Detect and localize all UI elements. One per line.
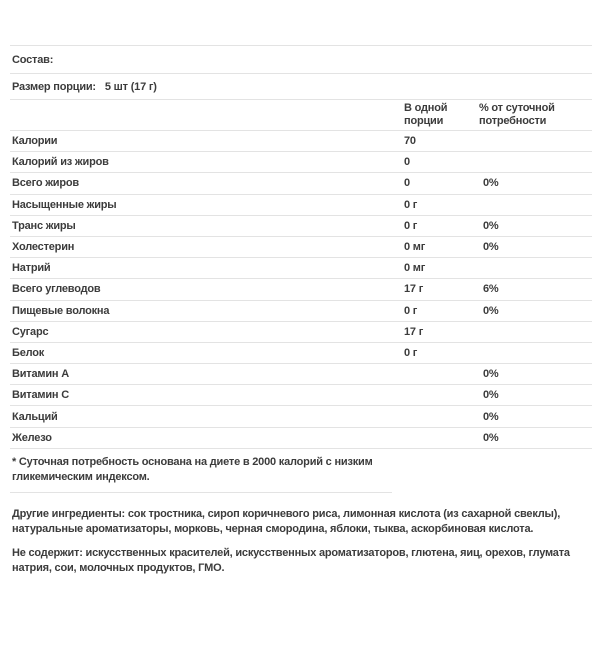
nutrient-amount: 17 г [404,283,424,296]
nutrient-daily-value: 0% [483,389,499,402]
nutrient-daily-value: 0% [483,177,499,190]
nutrient-name: Кальций [12,410,58,423]
table-row [10,343,592,364]
serving-size-value: 5 шт (17 г) [104,80,157,93]
nutrient-name: Калории [12,135,58,148]
table-row [10,279,592,300]
table-body [10,131,592,449]
table-row [10,173,592,194]
composition-label: Состав: [12,53,54,66]
nutrient-daily-value: 0% [483,304,499,317]
nutrient-amount: 0 г [404,198,418,211]
nutrient-name: Холестерин [12,241,75,254]
composition-row [10,46,592,74]
amount-column-header: В одной порции [404,102,448,127]
does-not-contain-text: Не содержит: искусственных красителей, искусственных ароматизаторов, глютена, яиц, орехов, глумата натрия, сои, молочных продуктов, ГМО. [12,546,570,574]
nutrient-amount: 17 г [404,325,424,338]
nutrient-name: Белок [12,346,45,359]
table-row [10,195,592,216]
nutrient-name: Насыщенные жиры [12,198,117,211]
nutrient-amount: 0 [404,156,410,169]
nutrient-amount: 0 г [404,346,418,359]
table-row [10,216,592,237]
nutrient-amount: 0 мг [404,241,426,254]
nutrient-name: Калорий из жиров [12,156,109,169]
table-row [10,237,592,258]
nutrient-name: Сугарс [12,325,49,338]
serving-size-row [10,74,592,100]
nutrient-amount: 0 г [404,219,418,232]
table-header-row [10,100,592,131]
table-row [10,152,592,173]
nutrient-name: Всего углеводов [12,283,101,296]
nutrient-name: Витамин C [12,389,69,402]
nutrient-daily-value: 0% [483,219,499,232]
nutrient-daily-value: 6% [483,283,499,296]
table-row [10,322,592,343]
nutrient-amount: 0 мг [404,262,426,275]
table-row [10,364,592,385]
nutrition-facts-panel [10,45,592,576]
table-row [10,131,592,152]
nutrient-amount: 70 [404,135,416,148]
table-row [10,385,592,406]
daily-value-column-header: % от суточной потребности [479,102,555,127]
nutrient-name: Пищевые волокна [12,304,110,317]
nutrient-name: Железо [12,431,52,444]
nutrient-amount: 0 [404,177,410,190]
nutrient-name: Натрий [12,262,51,275]
table-row [10,406,592,427]
table-row [10,428,592,449]
table-row [10,258,592,279]
nutrient-daily-value: 0% [483,241,499,254]
nutrient-daily-value: 0% [483,431,499,444]
nutrient-daily-value: 0% [483,410,499,423]
nutrient-amount: 0 г [404,304,418,317]
nutrient-daily-value: 0% [483,368,499,381]
nutrient-name: Всего жиров [12,177,79,190]
other-ingredients-text: Другие ингредиенты: сок тростника, сироп коричневого риса, лимонная кислота (из сахарной свеклы), натуральные ароматизаторы, морковь, черная смородина, яблоки, тыква, аскорбиновая кислота. [12,507,561,535]
table-row [10,301,592,322]
nutrient-name: Транс жиры [12,219,76,232]
nutrient-name: Витамин A [12,368,69,381]
daily-value-footnote: * Суточная потребность основана на диете в 2000 калорий с низким гликемическим индексом. [10,449,392,493]
serving-size-label: Размер порции: [12,80,96,93]
